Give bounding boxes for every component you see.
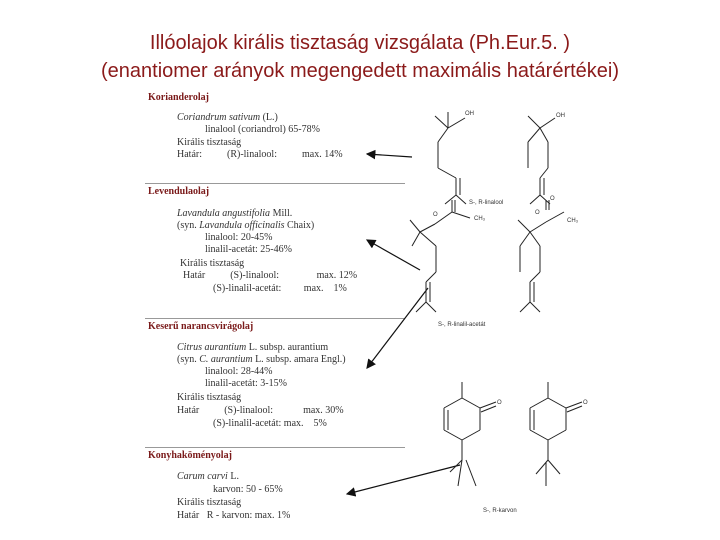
linalyl-acetate-r-structure [518,200,564,312]
linalyl-acetate-s-structure [410,200,470,312]
species-name: Lavandula angustifolia [177,208,271,219]
composition-line: linalil-acetát: 25-46% [205,244,292,255]
section-heading: Korianderolaj [148,92,209,103]
limit-line: Határ (S)-linalool: max. 12% [183,270,358,281]
species-author: L. [230,471,239,482]
hydroxyl-label-r: OH [556,113,565,119]
limit-line: Határ: (R)-linalool: max. 14% [177,149,343,160]
linalool-caption: S-, R-linalool [469,200,504,206]
methyl-label: CH₃ [567,218,579,224]
synonym-prefix: (syn. [177,220,197,231]
limit-line: (S)-linalil-acetát: max. 1% [213,283,347,294]
hydroxyl-label-s: OH [465,111,474,117]
species-author: Mill. [272,208,293,219]
section-heading: Keserű narancsvirágolaj [148,321,254,332]
section-heading: Levendulaolaj [148,186,210,197]
species-name: Carum carvi [177,471,228,482]
page-title-line-2: (enantiomer arányok megengedett maximális határértékei) [100,60,620,82]
synonym-author: Chaix) [287,220,315,231]
arrow-caraway [347,465,460,494]
arrow-lavender [367,240,420,270]
composition-line: linalool: 20-45% [205,232,273,243]
composition-line: karvon: 50 - 65% [213,484,283,495]
limit-line: Határ (S)-linalool: max. 30% [177,405,344,416]
arrow-coriander [367,154,412,157]
synonym-author: L. subsp. amara Engl.) [255,354,346,365]
oxygen-label: O [433,212,438,218]
methyl-label: CH₃ [474,216,486,222]
purity-label: Királis tisztaság [177,392,242,403]
oxygen-label: O [535,210,540,216]
arrow-bitter-orange [367,288,428,368]
carvone-r-structure [530,382,582,486]
composition-line: linalil-acetát: 3-15% [205,378,287,389]
composition-line: linalool: 28-44% [205,366,273,377]
section-heading: Konyhaköményolaj [148,450,232,461]
species-author: L. subsp. aurantium [248,342,329,353]
synonym-species: Lavandula officinalis [199,220,285,231]
synonym-species: C. aurantium [199,354,253,365]
oxygen-label: O [497,400,502,406]
carvone-s-structure [444,382,496,486]
purity-label: Királis tisztaság [177,137,242,148]
limit-line: Határ R - karvon: max. 1% [177,510,291,521]
composition-line: linalool (coriandrol) 65-78% [205,124,320,135]
limit-line: (S)-linalil-acetát: max. 5% [213,418,327,429]
page-title-line-1: Illóolajok királis tisztaság vizsgálata (Ph.Eur.5. ) [149,32,571,54]
synonym-prefix: (syn. [177,354,197,365]
linalyl-acetate-caption: S-, R-linalil-acetát [438,322,486,328]
species-author: (L.) [262,112,278,123]
linalool-r-structure [528,116,555,204]
species-name: Coriandrum sativum [177,112,261,123]
purity-label: Királis tisztaság [180,258,245,269]
oxygen-label: O [550,196,555,202]
purity-label: Királis tisztaság [177,497,242,508]
species-name: Citrus aurantium [177,342,247,353]
carvone-caption: S-, R-karvon [483,508,517,514]
oxygen-label: O [583,400,588,406]
linalool-s-structure [435,112,466,204]
